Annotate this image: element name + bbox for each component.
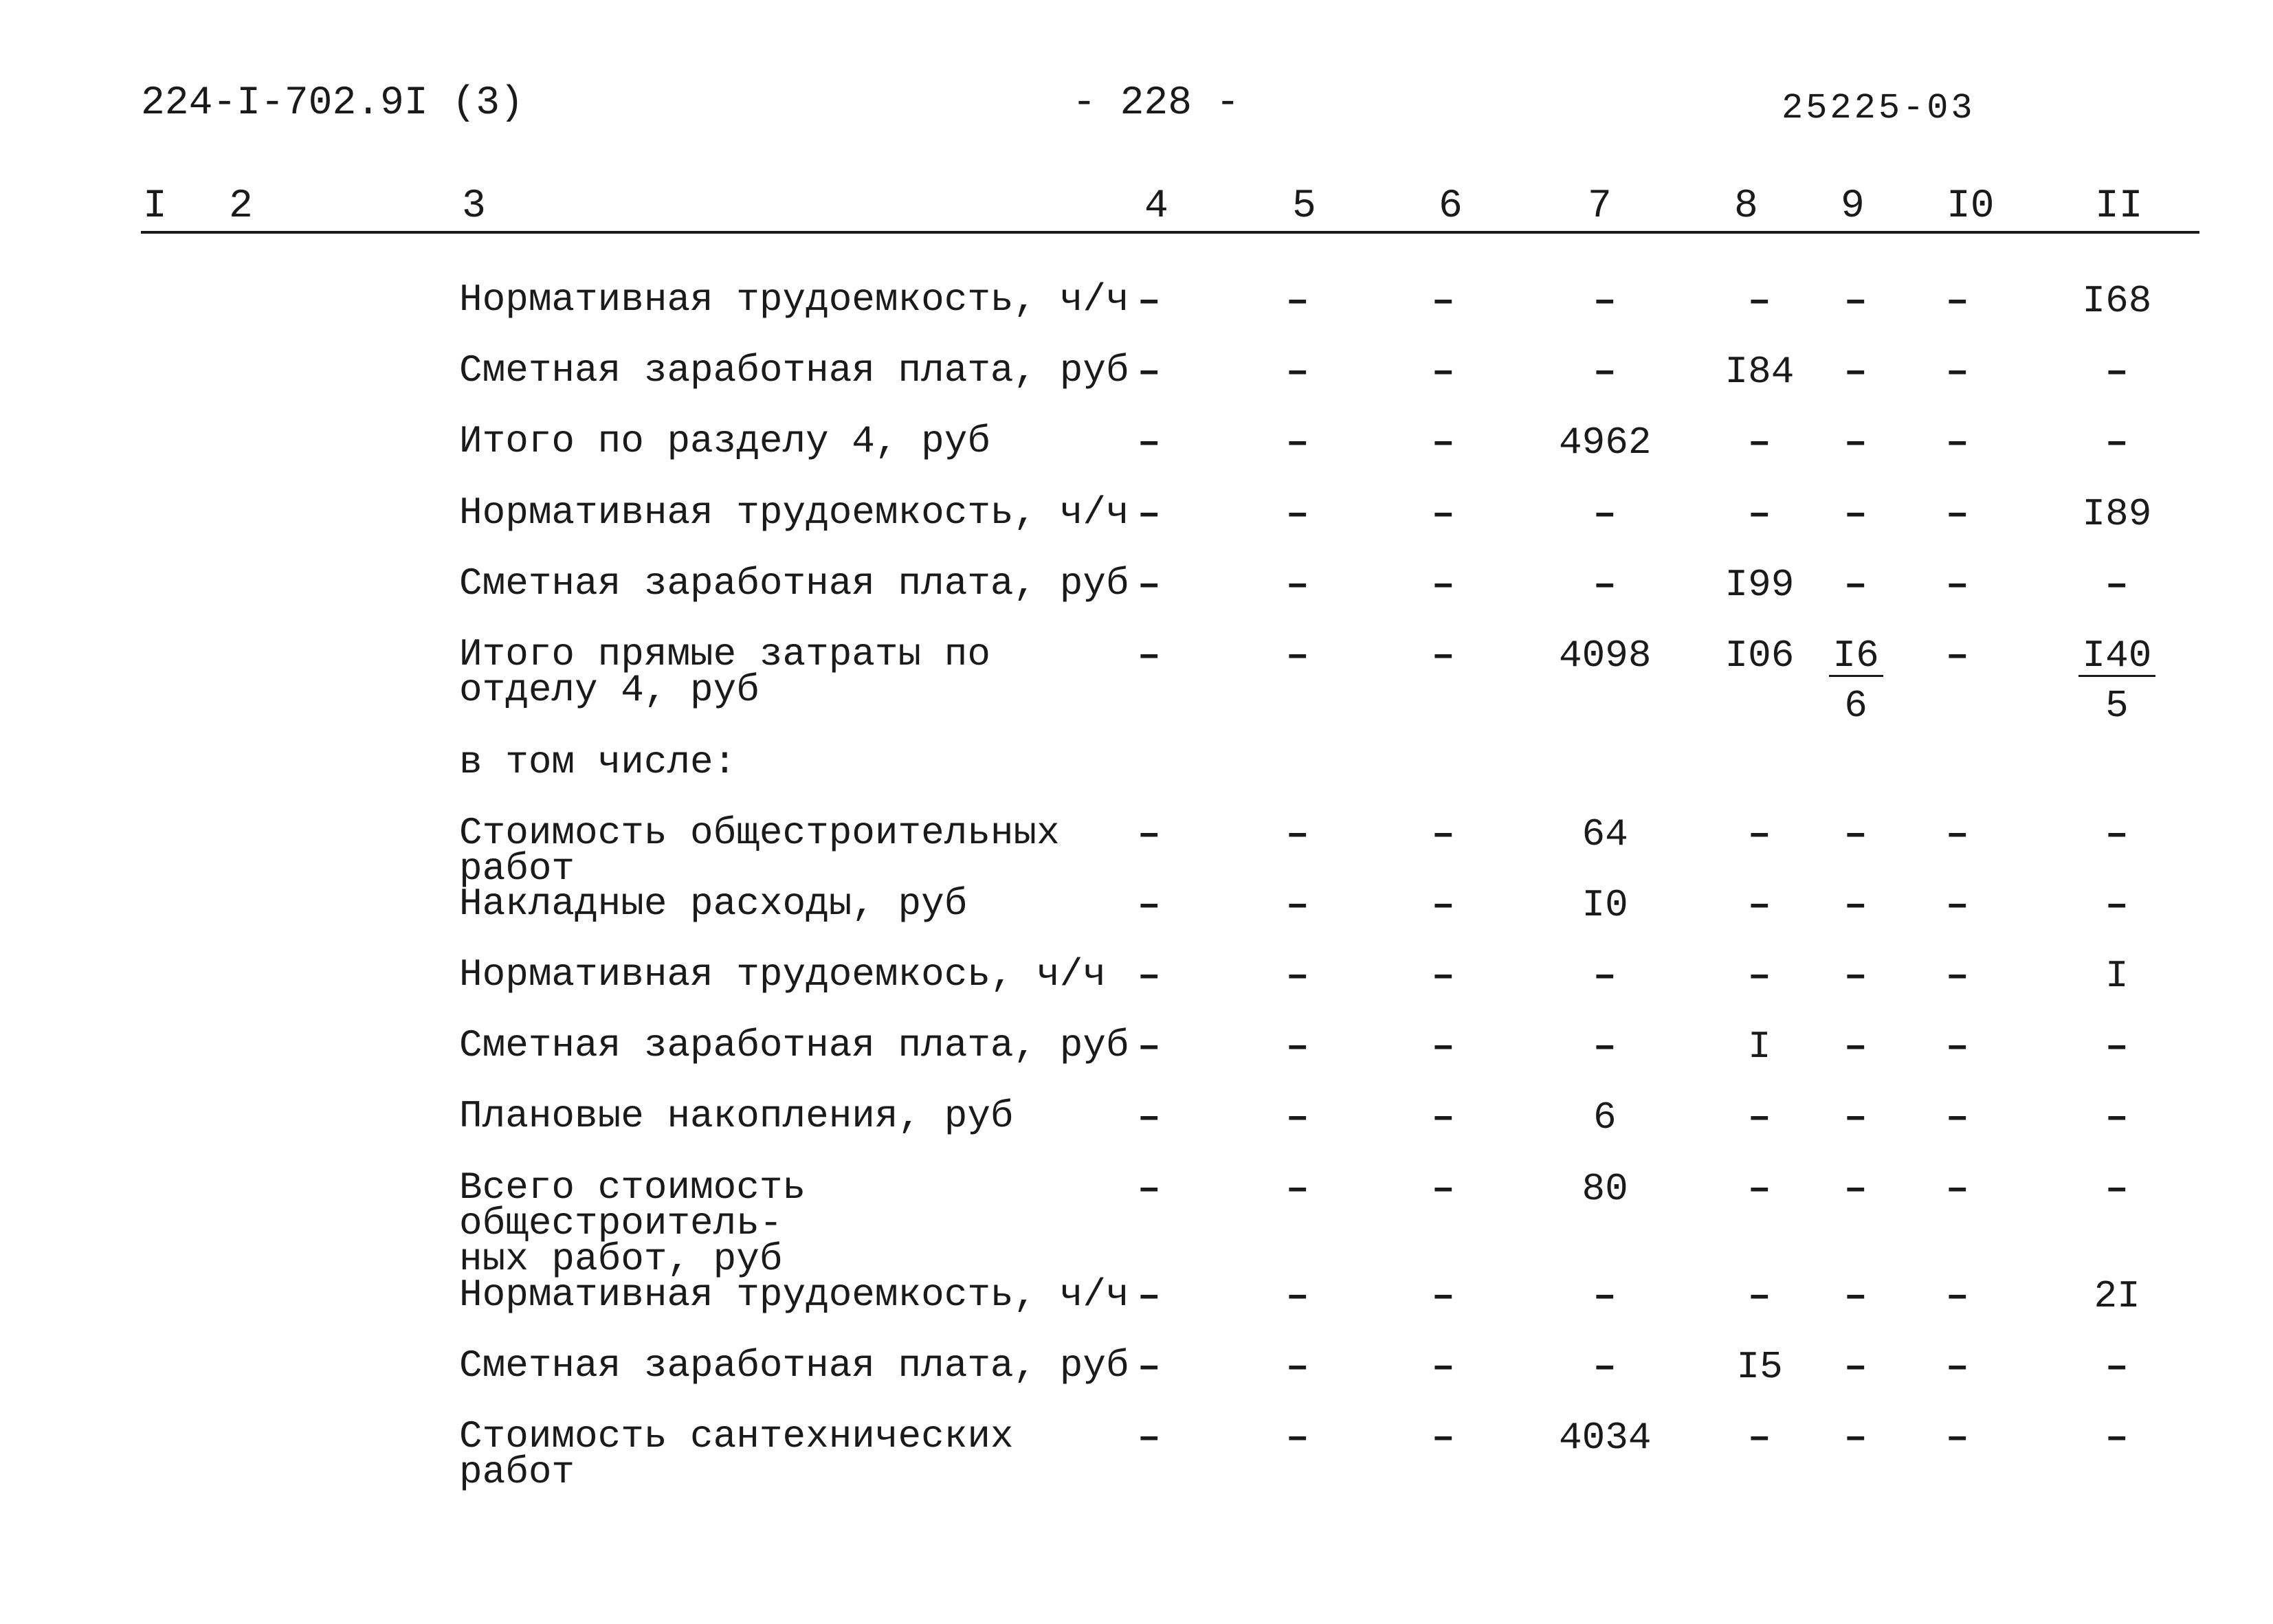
table-cell: – bbox=[1844, 421, 1867, 465]
table-cell: – bbox=[1286, 563, 1309, 607]
row-label: в том числе: bbox=[459, 740, 737, 784]
table-cell: – bbox=[1432, 279, 1455, 323]
table-cell: – bbox=[1748, 1416, 1771, 1460]
table-cell: – bbox=[1593, 1274, 1617, 1318]
table-cell-fraction: $\frac{I40}{5}$ bbox=[2078, 636, 2156, 725]
table-cell: – bbox=[1748, 954, 1771, 998]
table-row bbox=[0, 1273, 2273, 1346]
table-cell: – bbox=[1138, 634, 1161, 678]
table-cell: – bbox=[1844, 279, 1867, 323]
table-cell: – bbox=[1844, 492, 1867, 536]
table-cell: – bbox=[1748, 1274, 1771, 1318]
table-cell: – bbox=[1138, 492, 1161, 536]
table-cell: – bbox=[1286, 1025, 1309, 1069]
row-label: Стоимость сантехнических работ bbox=[459, 1414, 1037, 1494]
table-cell: – bbox=[2105, 1167, 2129, 1211]
table-cell: – bbox=[1593, 1025, 1617, 1069]
table-cell: – bbox=[1432, 1025, 1455, 1069]
page-number: - 228 - bbox=[1072, 81, 1240, 126]
table-row bbox=[0, 740, 2273, 813]
table-cell: – bbox=[1138, 350, 1161, 394]
table-cell: – bbox=[1432, 812, 1455, 856]
table-cell: – bbox=[1748, 1167, 1771, 1211]
table-cell: – bbox=[1138, 883, 1161, 927]
table-cell: – bbox=[1844, 883, 1867, 927]
table-cell: – bbox=[1844, 1345, 1867, 1389]
table-cell: – bbox=[1432, 883, 1455, 927]
table-cell: – bbox=[1138, 1167, 1161, 1211]
table-cell: – bbox=[2105, 1025, 2129, 1069]
column-header-6: 6 bbox=[1439, 184, 1463, 229]
column-header-2: 2 bbox=[229, 184, 253, 229]
row-label: Сметная заработная плата, руб bbox=[459, 1023, 1129, 1067]
table-cell: – bbox=[1593, 954, 1617, 998]
row-label: Итого прямые затраты по отделу 4, руб bbox=[459, 632, 990, 712]
table-cell: – bbox=[1946, 954, 1969, 998]
table-row bbox=[0, 491, 2273, 564]
table-cell: – bbox=[1138, 812, 1161, 856]
table-cell: – bbox=[1748, 1095, 1771, 1139]
table-cell: 4098 bbox=[1559, 634, 1652, 678]
table-cell: – bbox=[2105, 350, 2129, 394]
table-cell: – bbox=[1432, 954, 1455, 998]
table-cell: I84 bbox=[1725, 350, 1795, 394]
table-cell: I99 bbox=[1725, 563, 1795, 607]
table-cell: – bbox=[1138, 279, 1161, 323]
table-cell: I68 bbox=[2082, 279, 2152, 323]
table-cell: – bbox=[1593, 492, 1617, 536]
table-cell: – bbox=[1748, 279, 1771, 323]
table-cell: – bbox=[2105, 1416, 2129, 1460]
table-cell: I5 bbox=[1736, 1345, 1783, 1389]
table-cell: – bbox=[1946, 1345, 1969, 1389]
table-row bbox=[0, 1023, 2273, 1096]
table-cell: – bbox=[1946, 492, 1969, 536]
table-cell: – bbox=[1844, 812, 1867, 856]
table-cell: – bbox=[1286, 279, 1309, 323]
table-row bbox=[0, 348, 2273, 421]
header-rule bbox=[141, 231, 2199, 234]
row-label: Накладные расходы, руб bbox=[459, 882, 968, 926]
table-cell-fraction: $\frac{I6}{6}$ bbox=[1829, 636, 1883, 725]
table-cell: – bbox=[1946, 1095, 1969, 1139]
table-row bbox=[0, 278, 2273, 351]
column-header-1: I bbox=[143, 184, 167, 229]
table-cell: – bbox=[1946, 1025, 1969, 1069]
row-label: Нормативная трудоемкось, ч/ч bbox=[459, 953, 1106, 997]
table-cell: – bbox=[1593, 279, 1617, 323]
table-cell: – bbox=[1844, 1095, 1867, 1139]
table-cell: – bbox=[2105, 883, 2129, 927]
table-cell: – bbox=[1946, 563, 1969, 607]
column-header-4: 4 bbox=[1144, 184, 1168, 229]
table-cell: – bbox=[1946, 812, 1969, 856]
table-cell: – bbox=[1286, 883, 1309, 927]
row-label: Всего стоимость общестроитель- ных работ, руб bbox=[459, 1166, 806, 1281]
table-cell: – bbox=[1286, 954, 1309, 998]
row-label: Плановые накопления, руб bbox=[459, 1094, 1014, 1138]
table-cell: – bbox=[1286, 1274, 1309, 1318]
table-cell: 80 bbox=[1582, 1167, 1628, 1211]
table-cell: I89 bbox=[2082, 492, 2152, 536]
table-cell: 6 bbox=[1593, 1095, 1617, 1139]
row-label: Нормативная трудоемкость, ч/ч bbox=[459, 491, 1129, 535]
table-cell: 4034 bbox=[1559, 1416, 1652, 1460]
document-code: 224-I-702.9I (3) bbox=[141, 81, 524, 126]
row-label: Нормативная трудоемкость, ч/ч bbox=[459, 1273, 1129, 1317]
row-label: Сметная заработная плата, руб bbox=[459, 348, 1129, 392]
table-row bbox=[0, 882, 2273, 955]
table-cell: – bbox=[1432, 634, 1455, 678]
row-label: Сметная заработная плата, руб bbox=[459, 1344, 1129, 1388]
table-cell: – bbox=[1748, 812, 1771, 856]
table-cell: – bbox=[1748, 421, 1771, 465]
table-row bbox=[0, 561, 2273, 634]
table-cell: I bbox=[2105, 954, 2129, 998]
table-row bbox=[0, 1094, 2273, 1167]
table-cell: 2I bbox=[2094, 1274, 2140, 1318]
table-cell: – bbox=[1844, 350, 1867, 394]
table-cell: 64 bbox=[1582, 812, 1628, 856]
table-cell: – bbox=[1946, 1167, 1969, 1211]
table-cell: – bbox=[1286, 492, 1309, 536]
table-cell: – bbox=[1593, 350, 1617, 394]
table-cell: – bbox=[1946, 1416, 1969, 1460]
column-header-11: II bbox=[2095, 184, 2143, 229]
table-cell: I bbox=[1748, 1025, 1771, 1069]
table-cell: – bbox=[2105, 563, 2129, 607]
table-cell: – bbox=[1286, 1416, 1309, 1460]
table-cell: – bbox=[1844, 1416, 1867, 1460]
column-header-10: I0 bbox=[1947, 184, 1995, 229]
table-row bbox=[0, 811, 2273, 891]
table-cell: – bbox=[1286, 812, 1309, 856]
table-cell: – bbox=[1946, 350, 1969, 394]
table-cell: – bbox=[1286, 634, 1309, 678]
table-row bbox=[0, 632, 2273, 728]
table-cell: – bbox=[1844, 1167, 1867, 1211]
table-cell: – bbox=[1286, 1345, 1309, 1389]
table-cell: – bbox=[2105, 421, 2129, 465]
table-cell: – bbox=[1138, 563, 1161, 607]
table-cell: – bbox=[1286, 1095, 1309, 1139]
table-cell: – bbox=[2105, 1095, 2129, 1139]
table-cell: 4962 bbox=[1559, 421, 1652, 465]
column-header-5: 5 bbox=[1292, 184, 1316, 229]
table-cell: – bbox=[1286, 350, 1309, 394]
table-cell: – bbox=[1946, 634, 1969, 678]
table-cell: – bbox=[1286, 1167, 1309, 1211]
table-cell: – bbox=[1432, 492, 1455, 536]
table-cell: – bbox=[1432, 1274, 1455, 1318]
table-cell: – bbox=[1138, 1416, 1161, 1460]
table-cell: – bbox=[1946, 279, 1969, 323]
table-cell: – bbox=[1432, 1416, 1455, 1460]
table-cell: I0 bbox=[1582, 883, 1628, 927]
table-cell: – bbox=[1432, 421, 1455, 465]
table-row bbox=[0, 1414, 2273, 1494]
table-cell: – bbox=[1138, 1095, 1161, 1139]
table-cell: – bbox=[1593, 1345, 1617, 1389]
table-cell: – bbox=[1844, 1274, 1867, 1318]
document-number: 25225-03 bbox=[1782, 88, 1975, 129]
table-cell: – bbox=[1844, 954, 1867, 998]
column-header-3: 3 bbox=[462, 184, 486, 229]
table-cell: I06 bbox=[1725, 634, 1795, 678]
table-cell: – bbox=[1138, 1025, 1161, 1069]
table-cell: – bbox=[1138, 954, 1161, 998]
column-header-8: 8 bbox=[1734, 184, 1758, 229]
table-cell: – bbox=[1138, 1274, 1161, 1318]
table-row bbox=[0, 953, 2273, 1025]
table-row bbox=[0, 419, 2273, 492]
table-cell: – bbox=[1946, 421, 1969, 465]
table-cell: – bbox=[2105, 812, 2129, 856]
table-cell: – bbox=[1432, 1167, 1455, 1211]
table-cell: – bbox=[1946, 883, 1969, 927]
table-row bbox=[0, 1166, 2273, 1281]
table-cell: – bbox=[1432, 350, 1455, 394]
table-cell: – bbox=[2105, 1345, 2129, 1389]
table-cell: – bbox=[1138, 1345, 1161, 1389]
table-cell: – bbox=[1286, 421, 1309, 465]
row-label: Стоимость общестроительных работ bbox=[459, 811, 1083, 891]
table-cell: – bbox=[1946, 1274, 1969, 1318]
row-label: Сметная заработная плата, руб bbox=[459, 561, 1129, 605]
table-cell: – bbox=[1844, 1025, 1867, 1069]
table-cell: – bbox=[1432, 1095, 1455, 1139]
table-cell: – bbox=[1593, 563, 1617, 607]
table-cell: – bbox=[1138, 421, 1161, 465]
table-cell: – bbox=[1432, 563, 1455, 607]
table-cell: – bbox=[1432, 1345, 1455, 1389]
table-cell: – bbox=[1844, 563, 1867, 607]
row-label: Нормативная трудоемкость, ч/ч bbox=[459, 278, 1129, 322]
column-header-9: 9 bbox=[1841, 184, 1865, 229]
column-header-7: 7 bbox=[1588, 184, 1612, 229]
table-cell: – bbox=[1748, 492, 1771, 536]
row-label: Итого по разделу 4, руб bbox=[459, 419, 990, 463]
table-cell: – bbox=[1748, 883, 1771, 927]
table-row bbox=[0, 1344, 2273, 1416]
